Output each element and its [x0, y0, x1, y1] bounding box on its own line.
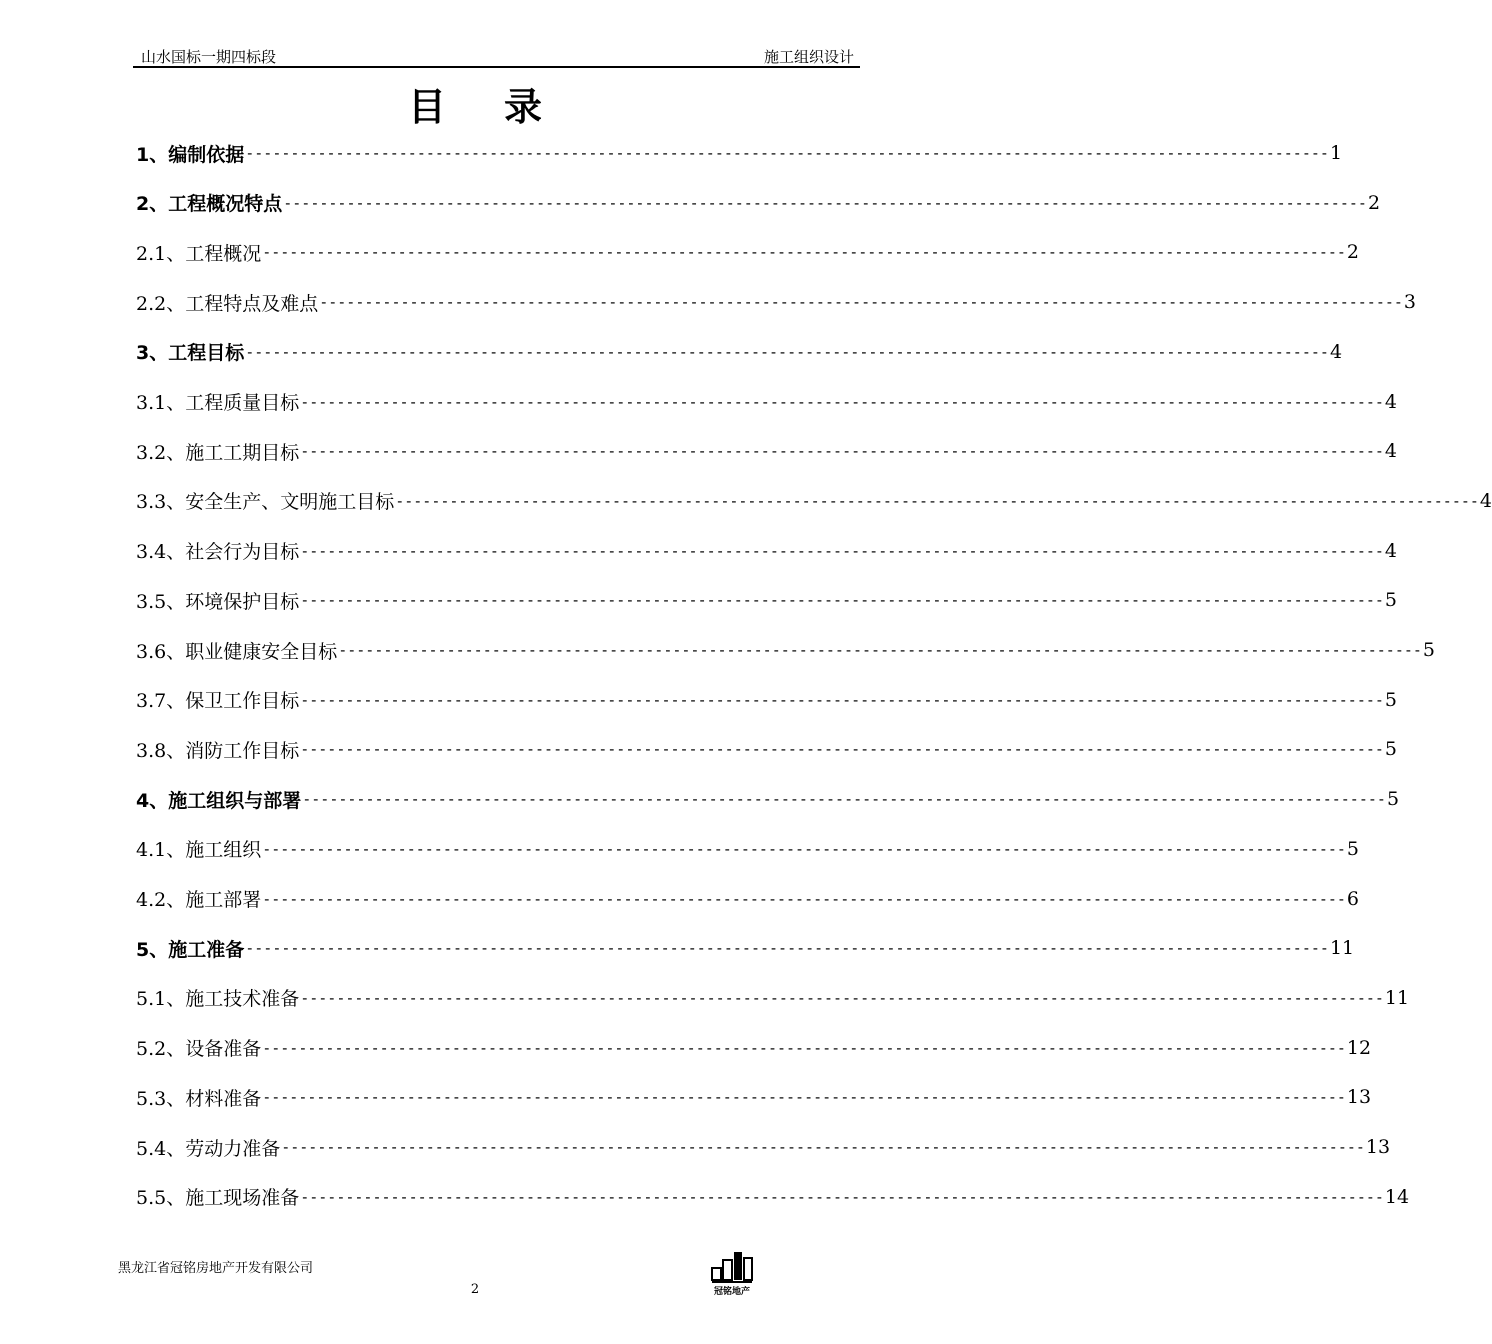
toc-entry-label: 3.7、保卫工作目标 [136, 690, 300, 713]
toc-entry-label: 5.2、设备准备 [136, 1038, 262, 1061]
toc-dot-leader: ------------------------------------------------------------------------------------------------------------------------ [300, 988, 1384, 1007]
toc-entry-page: 6 [1346, 887, 1360, 910]
toc-dot-leader: ------------------------------------------------------------------------------------------------------------------------ [283, 193, 1367, 212]
toc-entry[interactable] [136, 685, 1398, 715]
toc-entry-page: 5 [1422, 639, 1436, 661]
toc-entry-label: 1、编制依据 [136, 143, 245, 166]
toc-entry-label: 5.4、劳动力准备 [136, 1137, 281, 1160]
toc-entry[interactable] [136, 337, 1343, 367]
toc-entry-page: 13 [1365, 1136, 1391, 1158]
toc-entry[interactable] [136, 1132, 1391, 1162]
toc-entry-page: 13 [1346, 1086, 1372, 1109]
toc-entry[interactable] [136, 834, 1360, 864]
toc-entry-page: 2 [1346, 241, 1360, 264]
toc-dot-leader: ------------------------------------------------------------------------------------------------------------------------ [281, 1138, 1365, 1156]
toc-entry-page: 11 [1329, 937, 1355, 960]
toc-entry[interactable] [136, 1182, 1410, 1212]
toc-entry-page: 4 [1384, 539, 1398, 562]
toc-entry-label: 3、工程目标 [136, 342, 245, 365]
toc-dot-leader: ------------------------------------------------------------------------------------------------------------------------ [262, 889, 1346, 908]
toc-dot-leader: ------------------------------------------------------------------------------------------------------------------------ [300, 392, 1384, 411]
toc-dot-leader: ------------------------------------------------------------------------------------------------------------------------ [302, 790, 1386, 809]
toc-entry[interactable] [136, 933, 1355, 963]
toc-entry-page: 5 [1346, 837, 1360, 860]
toc-entry-label: 3.2、施工工期目标 [136, 441, 300, 464]
toc-entry[interactable] [136, 287, 1417, 317]
toc-dot-leader: ------------------------------------------------------------------------------------------------------------------------ [245, 342, 1329, 361]
toc-entry[interactable] [136, 536, 1398, 566]
toc-entry-page: 1 [1329, 142, 1343, 164]
toc-dot-leader: ------------------------------------------------------------------------------------------------------------------------ [262, 243, 1346, 262]
toc-entry-label: 2.2、工程特点及难点 [136, 292, 319, 315]
toc-entry[interactable] [136, 387, 1398, 417]
page-title: 目录 [407, 85, 600, 129]
toc-entry[interactable] [136, 188, 1381, 218]
logo-text: 冠铭地产 [713, 1287, 751, 1297]
toc-entry[interactable] [136, 983, 1410, 1013]
toc-entry-label: 5、施工准备 [136, 938, 245, 961]
toc-entry-page: 3 [1403, 291, 1417, 314]
toc-dot-leader: ------------------------------------------------------------------------------------------------------------------------ [262, 1038, 1346, 1057]
toc-entry-page: 4 [1384, 440, 1398, 463]
toc-entry-page: 14 [1384, 1185, 1410, 1208]
toc-entry-label: 2、工程概况特点 [136, 193, 283, 216]
toc-entry-label: 4.2、施工部署 [136, 889, 262, 911]
toc-dot-leader: ------------------------------------------------------------------------------------------------------------------------ [262, 839, 1346, 858]
toc-entry-page: 5 [1384, 589, 1398, 612]
toc-dot-leader: ------------------------------------------------------------------------------------------------------------------------ [300, 541, 1384, 560]
toc-entry-page: 4 [1479, 489, 1492, 512]
toc-entry-label: 3.8、消防工作目标 [136, 739, 300, 762]
toc-entry[interactable] [136, 436, 1398, 466]
toc-entry[interactable] [136, 1033, 1372, 1063]
toc-dot-leader: ------------------------------------------------------------------------------------------------------------------------ [338, 641, 1422, 659]
toc-entry-page: 2 [1367, 191, 1381, 214]
toc-entry-label: 3.1、工程质量目标 [136, 392, 300, 414]
toc-dot-leader: ------------------------------------------------------------------------------------------------------------------------ [300, 1187, 1384, 1206]
toc-entry-label: 3.5、环境保护目标 [136, 590, 300, 613]
header-document-type: 施工组织设计 [763, 48, 854, 66]
toc-entry[interactable] [136, 585, 1398, 615]
toc-entry-label: 4.1、施工组织 [136, 839, 262, 862]
toc-entry-label: 3.6、职业健康安全目标 [136, 640, 338, 663]
toc-entry[interactable] [136, 486, 1492, 516]
page-number: 2 [470, 1282, 480, 1297]
toc-entry-page: 4 [1329, 340, 1343, 363]
page-header [133, 44, 860, 68]
toc-dot-leader: ------------------------------------------------------------------------------------------------------------------------ [245, 144, 1329, 162]
toc-entry-page: 5 [1386, 788, 1400, 811]
toc-dot-leader: ------------------------------------------------------------------------------------------------------------------------ [319, 293, 1403, 312]
toc-entry-label: 2.1、工程概况 [136, 242, 262, 265]
toc-entry-label: 5.1、施工技术准备 [136, 988, 300, 1011]
footer-company-name: 黑龙江省冠铭房地产开发有限公司 [118, 1261, 314, 1276]
toc-entry[interactable] [136, 734, 1398, 764]
toc-entry-label: 5.5、施工现场准备 [136, 1187, 300, 1210]
toc-entry[interactable] [136, 784, 1400, 814]
toc-dot-leader: ------------------------------------------------------------------------------------------------------------------------ [300, 740, 1384, 759]
toc-dot-leader: ------------------------------------------------------------------------------------------------------------------------ [395, 491, 1479, 510]
toc-dot-leader: ------------------------------------------------------------------------------------------------------------------------ [300, 442, 1384, 461]
toc-entry[interactable] [136, 237, 1360, 267]
toc-entry[interactable] [136, 138, 1343, 168]
toc-entry-page: 11 [1384, 986, 1410, 1009]
toc-dot-leader: ------------------------------------------------------------------------------------------------------------------------ [300, 591, 1384, 610]
toc-entry[interactable] [136, 635, 1436, 665]
toc-entry-label: 3.4、社会行为目标 [136, 541, 300, 564]
toc-dot-leader: ------------------------------------------------------------------------------------------------------------------------ [245, 939, 1329, 958]
toc-entry-page: 4 [1384, 390, 1398, 413]
toc-entry-label: 5.3、材料准备 [136, 1087, 262, 1110]
toc-entry-page: 5 [1384, 738, 1398, 761]
toc-dot-leader: ------------------------------------------------------------------------------------------------------------------------ [262, 1088, 1346, 1107]
toc-entry-label: 4、施工组织与部署 [136, 789, 302, 812]
toc-dot-leader: ------------------------------------------------------------------------------------------------------------------------ [300, 690, 1384, 709]
toc-entry-label: 3.3、安全生产、文明施工目标 [136, 491, 395, 514]
toc-entry-page: 5 [1384, 688, 1398, 711]
toc-entry[interactable] [136, 884, 1360, 914]
header-project-name: 山水国标一期四标段 [141, 48, 277, 66]
toc-entry-page: 12 [1346, 1036, 1372, 1059]
toc-entry[interactable] [136, 1082, 1372, 1112]
